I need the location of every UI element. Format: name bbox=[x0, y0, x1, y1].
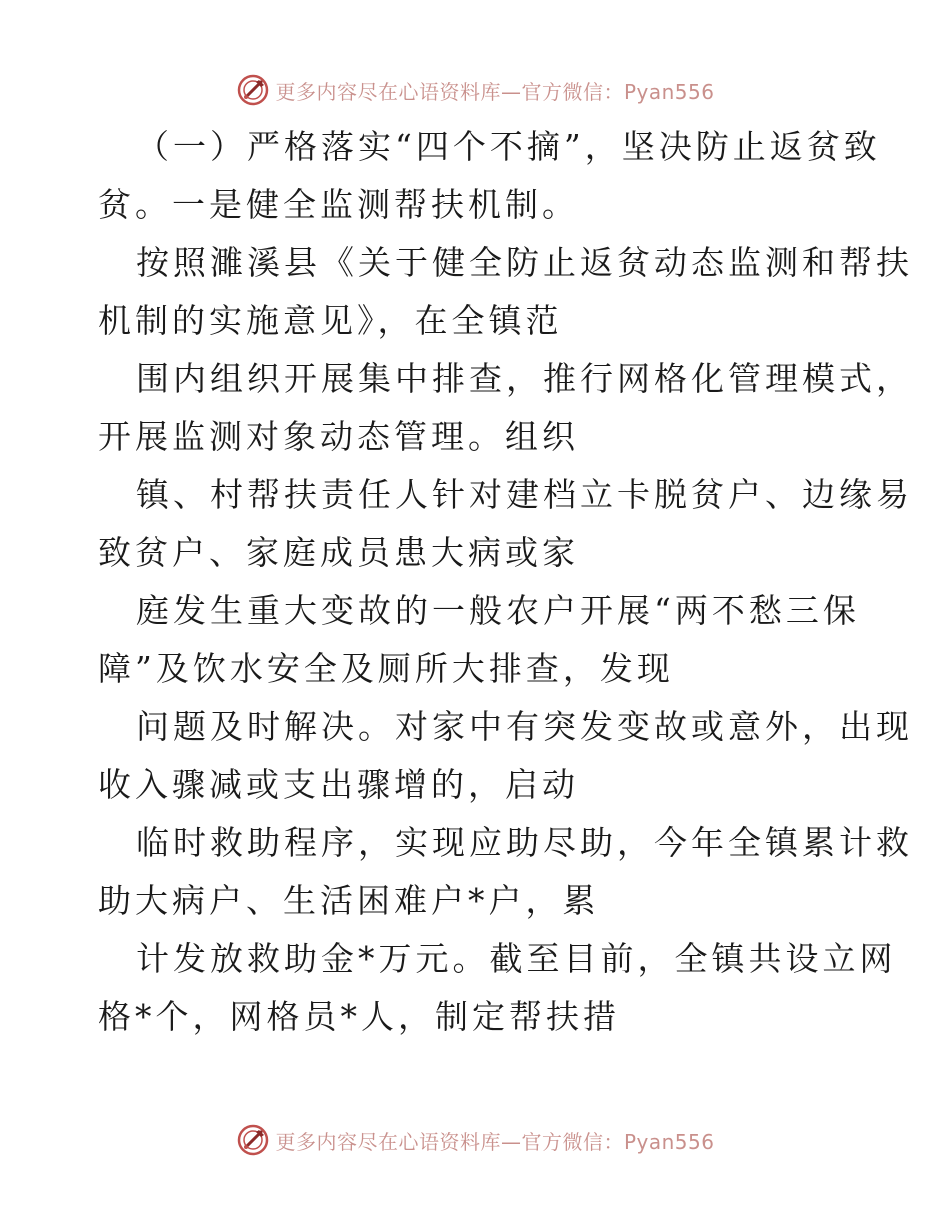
text-line: 致贫户、家庭成员患大病或家 bbox=[98, 533, 579, 572]
text-line: 收入骤减或支出骤增的，启动 bbox=[98, 765, 579, 804]
text-line: 按照濉溪县《关于健全防止返贫动态监测和帮扶 bbox=[136, 243, 913, 282]
text-line: 格*个，网格员*人，制定帮扶措 bbox=[98, 997, 620, 1036]
footer-watermark bbox=[0, 1120, 950, 1160]
watermark-text: 更多内容尽在心语资料库—官方微信：Pyan556 bbox=[275, 1129, 715, 1154]
text-line: 计发放救助金*万元。截至目前，全镇共设立网 bbox=[136, 939, 897, 978]
stamp-logo-icon bbox=[235, 72, 271, 108]
watermark-text: 更多内容尽在心语资料库—官方微信：Pyan556 bbox=[275, 79, 715, 104]
text-line: 开展监测对象动态管理。组织 bbox=[98, 417, 579, 456]
text-line: 围内组织开展集中排查，推行网格化管理模式， bbox=[136, 359, 913, 398]
text-line: 临时救助程序，实现应助尽助，今年全镇累计救 bbox=[136, 823, 913, 862]
text-line: 庭发生重大变故的一般农户开展“两不愁三保 bbox=[136, 591, 860, 630]
text-line: 助大病户、生活困难户*户，累 bbox=[98, 881, 600, 920]
text-line: 机制的实施意见》，在全镇范 bbox=[98, 301, 563, 340]
text-line: 问题及时解决。对家中有突发变故或意外，出现 bbox=[136, 707, 913, 746]
stamp-logo-icon bbox=[235, 1122, 271, 1158]
header-watermark bbox=[0, 70, 950, 110]
document-body bbox=[98, 118, 913, 1046]
text-line: 镇、村帮扶责任人针对建档立卡脱贫户、边缘易 bbox=[136, 475, 913, 514]
text-line: 贫。一是健全监测帮扶机制。 bbox=[98, 185, 579, 224]
text-line: （一）严格落实“四个不摘”，坚决防止返贫致 bbox=[136, 127, 881, 166]
text-line: 障”及饮水安全及厕所大排查，发现 bbox=[98, 649, 674, 688]
